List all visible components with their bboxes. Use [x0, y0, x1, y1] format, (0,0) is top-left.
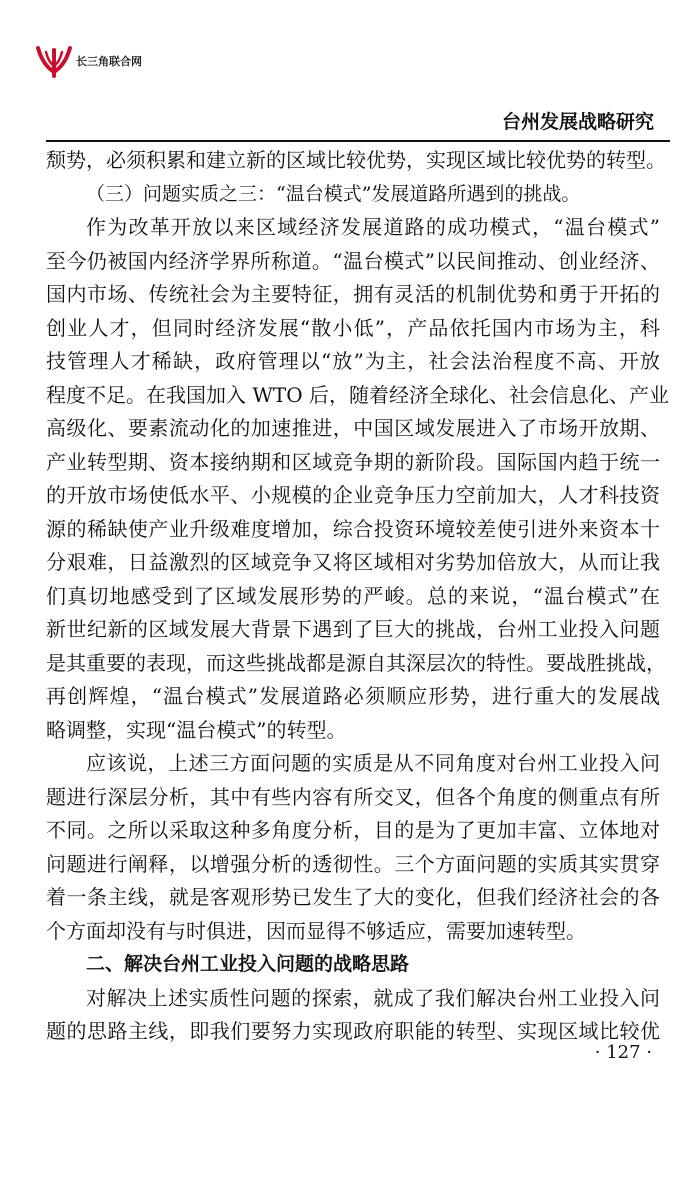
- logo-text: 长三角联合网: [76, 55, 142, 68]
- text-line: （三）问题实质之三：“温台模式”发展道路所遇到的挑战。: [86, 182, 581, 205]
- text-line: 颓势，必须积累和建立新的区域比较优势，实现区域比较优势的转型。: [46, 148, 666, 172]
- site-logo: [34, 44, 142, 78]
- text-line: 创业人才，但同时经济发展“散小低”，产品依托国内市场为主，科: [46, 315, 660, 340]
- header-rule: [46, 140, 670, 142]
- running-title: 台州发展战略研究: [501, 111, 654, 133]
- text-line: 二、解决台州工业投入问题的战略思路: [86, 953, 410, 975]
- text-line: 至今仍被国内经济学界所称道。“温台模式”以民间推动、创业经济、: [46, 248, 660, 273]
- text-line: 高级化、要素流动化的加速推进，中国区域发展进入了市场开放期、: [46, 416, 660, 440]
- text-line: 题进行深层分析，其中有些内容有所交叉，但各个角度的侧重点有所: [46, 784, 660, 809]
- text-line: 产业转型期、资本接纳期和区域竞争期的新阶段。国际国内趋于统一: [46, 449, 660, 474]
- text-line: 分艰难，日益激烈的区域竞争又将区域相对劣势加倍放大，从而让我: [46, 550, 660, 574]
- text-line: 再创辉煌，“温台模式”发展道路必须顺应形势，进行重大的发展战: [46, 684, 660, 708]
- text-line: 作为改革开放以来区域经济发展道路的成功模式，“温台模式”: [86, 215, 660, 239]
- page-number: · 127 ·: [594, 1042, 652, 1063]
- text-line: 问题进行阐释，以增强分析的透彻性。三个方面问题的实质其实贯穿: [46, 851, 660, 876]
- text-line: 是其重要的表现，而这些挑战都是源自其深层次的特性。要战胜挑战，: [46, 650, 666, 675]
- text-line: 对解决上述实质性问题的探索，就成了我们解决台州工业投入问: [86, 985, 660, 1010]
- text-line: 新世纪新的区域发展大背景下遇到了巨大的挑战，台州工业投入问题: [46, 617, 660, 641]
- text-line: 不同。之所以采取这种多角度分析，目的是为了更加丰富、立体地对: [46, 818, 660, 842]
- text-line: 略调整，实现“温台模式”的转型。: [46, 717, 347, 742]
- text-line: 国内市场、传统社会为主要特征，拥有灵活的机制优势和勇于开拓的: [46, 282, 660, 306]
- text-line: 技管理人才稀缺，政府管理以“放”为主，社会法治程度不高、开放: [46, 349, 660, 373]
- body-text: [46, 144, 670, 1049]
- text-line: 题的思路主线，即我们要努力实现政府职能的转型、实现区域比较优: [46, 1019, 660, 1043]
- text-line: 们真切地感受到了区域发展形势的严峻。总的来说，“温台模式”在: [46, 583, 660, 608]
- text-line: 源的稀缺使产业升级难度增加，综合投资环境较差使引进外来资本十: [46, 516, 660, 541]
- text-line: 的开放市场使低水平、小规模的企业竞争压力空前加大，人才科技资: [46, 483, 660, 507]
- text-line: 程度不足。在我国加入 WTO 后，随着经济全球化、社会信息化、产业: [46, 382, 670, 407]
- logo-mark-icon: [34, 44, 74, 78]
- text-line: 着一条主线，就是客观形势已发生了大的变化，但我们经济社会的各: [46, 885, 660, 909]
- text-line: 个方面却没有与时俱进，因而显得不够适应，需要加速转型。: [46, 918, 586, 943]
- text-line: 应该说，上述三方面问题的实质是从不同角度对台州工业投入问: [86, 751, 660, 775]
